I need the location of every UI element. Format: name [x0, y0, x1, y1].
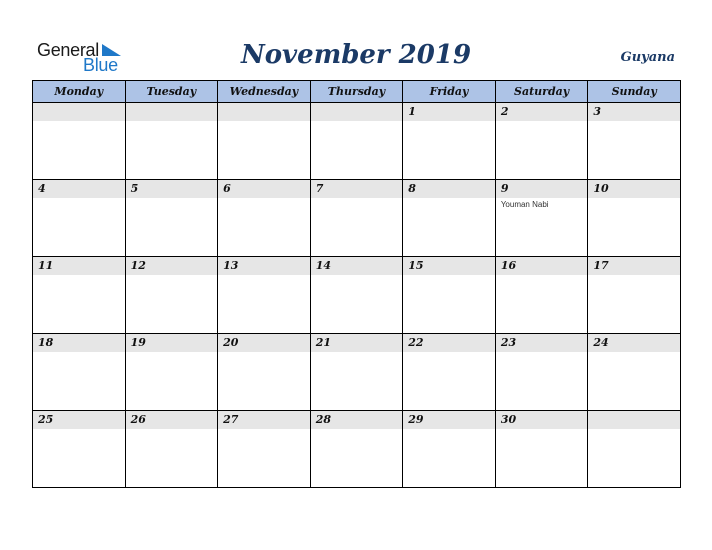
day-cell [588, 180, 681, 257]
day-number: 9 [500, 182, 509, 195]
day-cell [125, 411, 218, 488]
day-number-strip [588, 103, 680, 121]
day-cell [495, 103, 588, 180]
day-number: 2 [500, 105, 509, 118]
day-number-strip [33, 180, 125, 198]
day-number: 4 [38, 182, 46, 195]
weekday-header: Sunday [588, 81, 681, 103]
day-number-strip [496, 103, 588, 121]
day-number-strip [126, 103, 218, 121]
day-cell [125, 334, 218, 411]
day-cell [33, 334, 126, 411]
day-cell [403, 103, 496, 180]
day-number-strip [496, 180, 588, 198]
day-number: 17 [593, 259, 609, 272]
day-cell [495, 411, 588, 488]
day-number: 24 [593, 336, 609, 349]
holiday-label: Youman Nabi [500, 200, 549, 209]
day-number: 22 [408, 336, 424, 349]
day-number: 14 [315, 259, 331, 272]
day-cell [310, 103, 403, 180]
day-number: 20 [223, 336, 239, 349]
day-cell [125, 180, 218, 257]
day-cell [495, 257, 588, 334]
day-cell [588, 411, 681, 488]
day-number: 28 [315, 413, 331, 426]
week-row [33, 180, 681, 257]
day-number-strip [33, 103, 125, 121]
day-number-strip [311, 180, 403, 198]
day-number-strip [403, 103, 495, 121]
day-cell [403, 334, 496, 411]
logo-text-general: General [37, 40, 99, 60]
day-cell [218, 334, 311, 411]
day-cell [218, 257, 311, 334]
day-number: 13 [223, 259, 239, 272]
weekday-header-row [33, 81, 681, 103]
day-cell [33, 103, 126, 180]
day-number-strip [403, 180, 495, 198]
week-row [33, 334, 681, 411]
calendar-title: November 2019 [240, 40, 472, 70]
day-number-strip [218, 103, 310, 121]
day-number-strip [311, 103, 403, 121]
day-number: 3 [593, 105, 602, 118]
day-cell [218, 103, 311, 180]
day-cell [403, 257, 496, 334]
day-number: 5 [130, 182, 139, 195]
day-number: 15 [408, 259, 424, 272]
day-number: 7 [315, 182, 324, 195]
weekday-header: Thursday [310, 81, 403, 103]
day-number: 12 [130, 259, 146, 272]
day-cell [310, 257, 403, 334]
logo-text-blue: Blue [83, 55, 118, 75]
day-cell [588, 103, 681, 180]
day-cell [33, 411, 126, 488]
day-cell [495, 180, 588, 257]
weekday-header: Tuesday [125, 81, 218, 103]
day-number-strip [588, 411, 680, 429]
day-cell [495, 334, 588, 411]
day-number: 23 [500, 336, 517, 349]
day-cell [403, 180, 496, 257]
day-number: 30 [500, 413, 517, 426]
day-number: 18 [38, 336, 54, 349]
weekday-header: Friday [403, 81, 496, 103]
day-number: 1 [408, 105, 416, 118]
day-number: 19 [130, 336, 146, 349]
day-cell [33, 180, 126, 257]
week-row [33, 257, 681, 334]
day-number: 29 [408, 413, 424, 426]
day-cell [403, 411, 496, 488]
month-calendar [32, 80, 681, 488]
day-cell [125, 257, 218, 334]
day-number-strip [126, 180, 218, 198]
day-number: 16 [500, 259, 517, 272]
day-number: 26 [130, 413, 146, 426]
week-row [33, 411, 681, 488]
day-cell [33, 257, 126, 334]
day-number-strip [218, 180, 310, 198]
day-number: 21 [315, 336, 331, 349]
day-number: 25 [38, 413, 54, 426]
day-number: 8 [408, 182, 416, 195]
day-cell [218, 411, 311, 488]
day-cell [310, 411, 403, 488]
day-cell [588, 334, 681, 411]
weekday-header: Wednesday [218, 81, 311, 103]
day-number: 11 [38, 259, 54, 272]
week-row [33, 103, 681, 180]
day-number: 6 [223, 182, 231, 195]
day-cell [588, 257, 681, 334]
day-number: 27 [223, 413, 239, 426]
weekday-header: Monday [33, 81, 126, 103]
day-number: 10 [593, 182, 609, 195]
day-cell [218, 180, 311, 257]
weekday-header: Saturday [495, 81, 588, 103]
day-cell [125, 103, 218, 180]
country-label: Guyana [620, 50, 675, 65]
day-cell [310, 180, 403, 257]
day-cell [310, 334, 403, 411]
